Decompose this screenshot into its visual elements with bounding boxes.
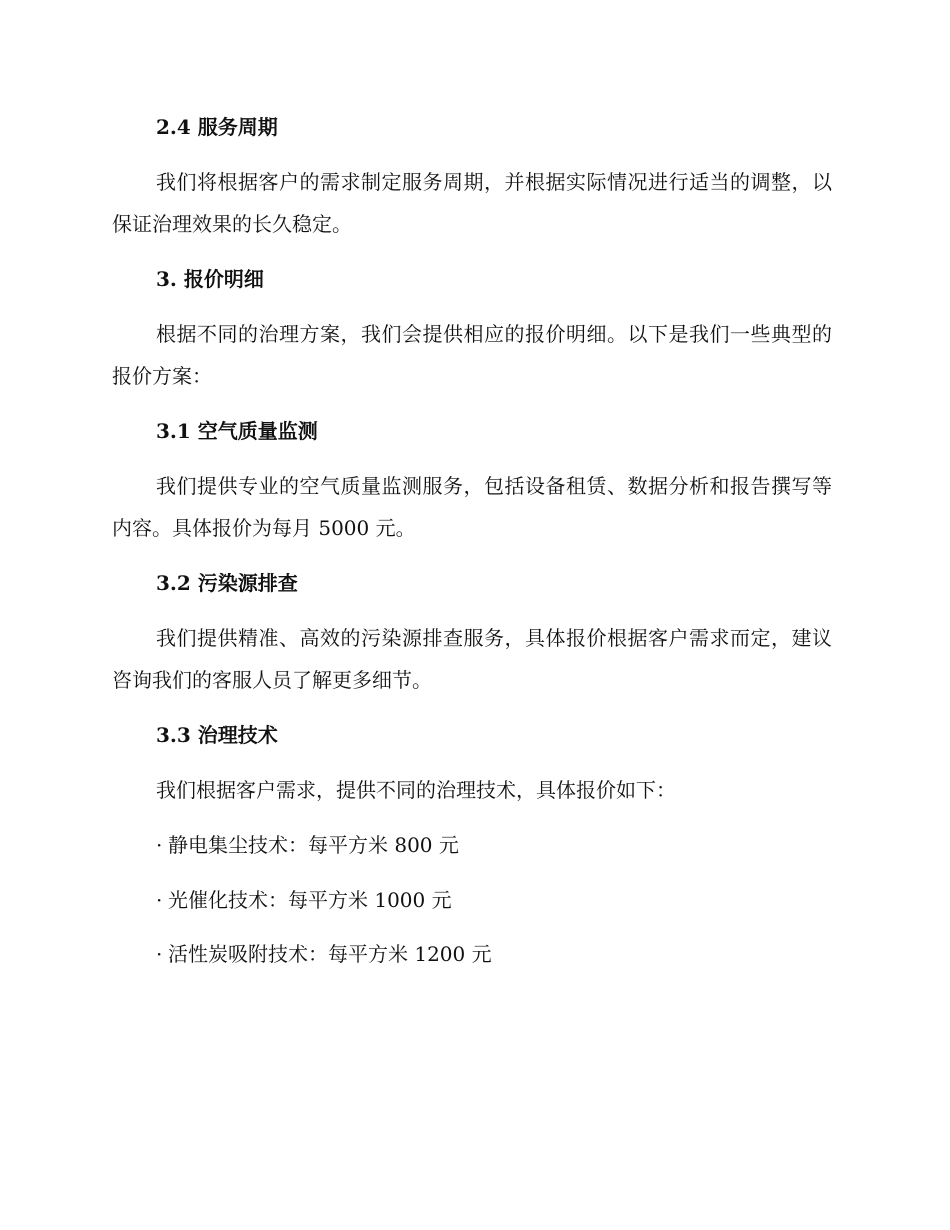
section-paragraph-3-1: 我们提供专业的空气质量监测服务，包括设备租赁、数据分析和报告撰写等内容。具体报价为每月 5000 元。 — [112, 474, 832, 540]
bullet-dot: · — [156, 833, 163, 857]
bullet-item — [156, 886, 452, 914]
bullet-item — [156, 831, 459, 859]
bullet-text: 光催化技术：每平方米 1000 元 — [168, 888, 452, 912]
bullet-text: 静电集尘技术：每平方米 800 元 — [168, 833, 459, 857]
bullet-dot: · — [156, 888, 163, 912]
section-heading-2-4: 2.4 服务周期 — [156, 115, 278, 139]
section-heading-3-2: 3.2 污染源排查 — [156, 571, 298, 595]
bullet-text: 活性炭吸附技术：每平方米 1200 元 — [168, 942, 492, 966]
section-paragraph-3-2: 我们提供精准、高效的污染源排查服务，具体报价根据客户需求而定，建议咨询我们的客服人员了解更多细节。 — [112, 626, 832, 692]
section-heading-3-1: 3.1 空气质量监测 — [156, 419, 318, 443]
section-paragraph-3: 根据不同的治理方案，我们会提供相应的报价明细。以下是我们一些典型的报价方案： — [112, 322, 832, 388]
section-paragraph-3-3: 我们根据客户需求，提供不同的治理技术，具体报价如下： — [156, 778, 676, 802]
section-heading-3: 3. 报价明细 — [156, 267, 264, 291]
section-paragraph-2-4: 我们将根据客户的需求制定服务周期，并根据实际情况进行适当的调整，以保证治理效果的长久稳定。 — [112, 170, 832, 236]
bullet-item — [156, 940, 492, 968]
bullet-dot: · — [156, 942, 163, 966]
section-heading-3-3: 3.3 治理技术 — [156, 723, 278, 747]
